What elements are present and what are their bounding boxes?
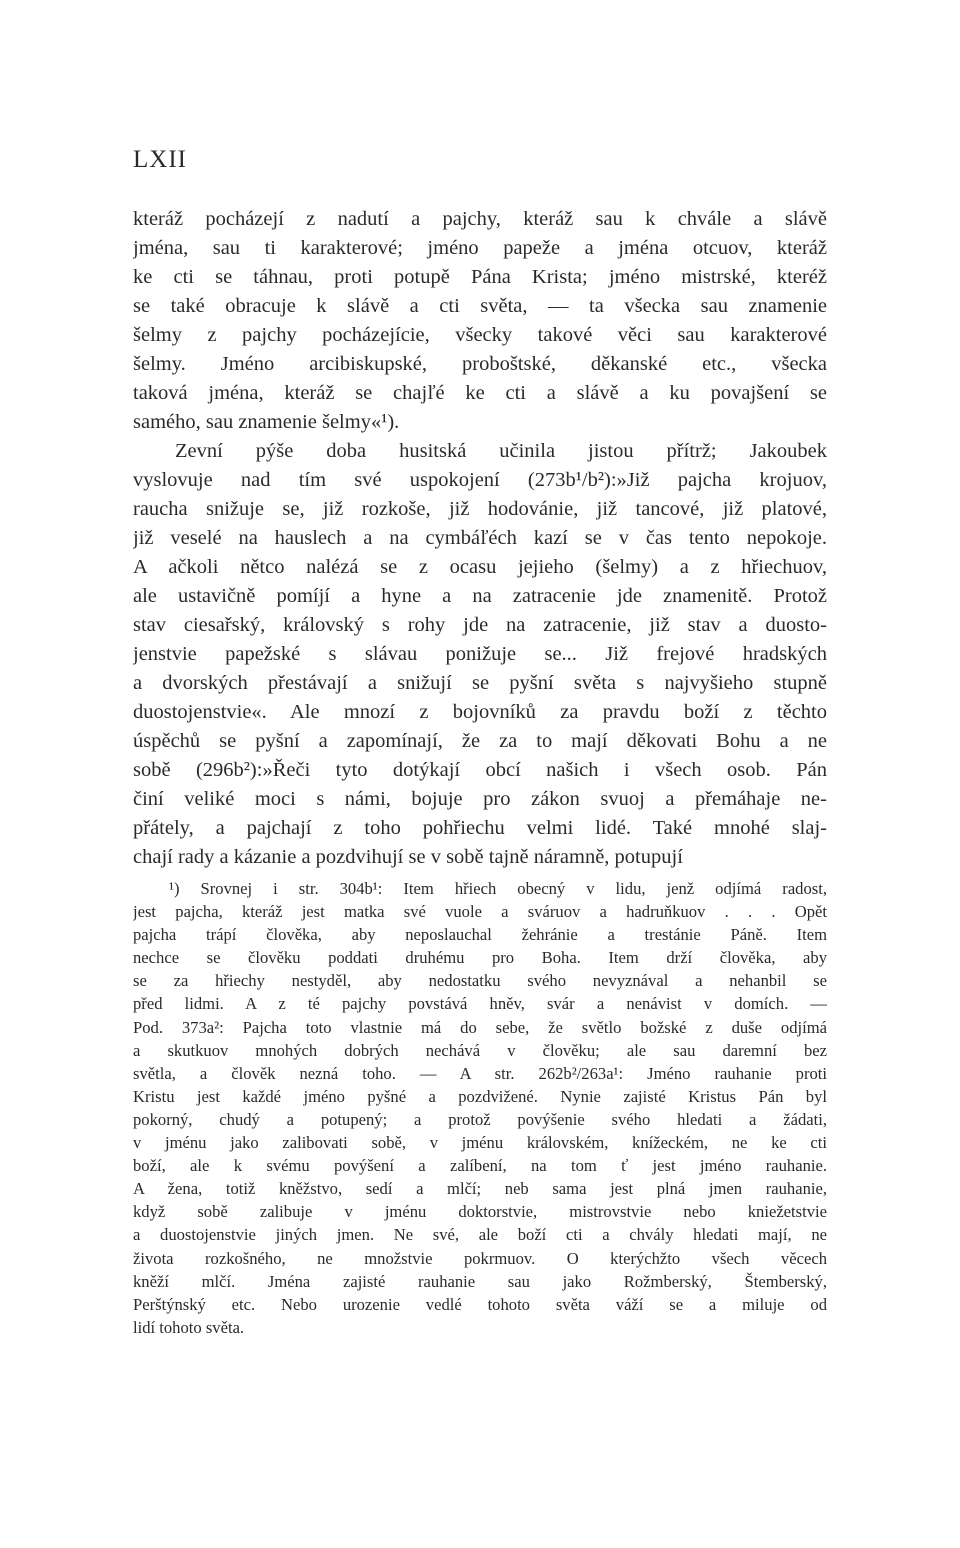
main-text-line: duostojenstvie«. Ale mnozí z bojovníků za pravdu boží z těchto: [133, 701, 827, 723]
main-text-line: chají rady a kázanie a pozdvihují se v sobě tajně náramně, potupují: [133, 846, 683, 868]
main-text-line: činí veliké moci s námi, bojuje pro zákon svuoj a přemáhaje ne-: [133, 788, 827, 810]
footnote-line: a skutkuov mnohých dobrých nechává v člověku; ale sau daremní bez: [133, 1040, 827, 1060]
footnote-line: Kristu jest každé jméno pyšné a pozdvižené. Nynie zajisté Kristus Pán byl: [133, 1086, 827, 1106]
main-text-line: kteráž pocházejí z nadutí a pajchy, kteráž sau k chvále a slávě: [133, 208, 827, 230]
main-text-line: ale ustavičně pomíjí a hyne a na zatracenie jde znamenitě. Protož: [133, 585, 827, 607]
footnote-line: pajcha trápí člověka, aby neposlauchal žehránie a trestánie Páně. Item: [133, 925, 827, 945]
footnote-line: A žena, totiž kněžstvo, sedí a mlčí; neb sama jest plná jmen rauhanie,: [133, 1179, 827, 1199]
main-text-line: sobě (296b²):»Řeči tyto dotýkají obcí našich i všech osob. Pán: [133, 759, 827, 781]
main-text-line: vyslovuje nad tím své uspokojení (273b¹/b²):»Již pajcha krojuov,: [133, 469, 827, 491]
footnote-line: jest pajcha, kteráž jest matka své vuole a sváruov a hadruňkuov . . . Opět: [133, 902, 827, 922]
footnote-line: Pod. 373a²: Pajcha toto vlastnie má do sebe, že světlo božské z duše odjímá: [133, 1017, 827, 1037]
main-text-line: se také obracuje k slávě a cti světa, — ta všecka sau znamenie: [133, 295, 827, 317]
main-text-line: a dvorských přestávají a snižují se pyšní světa s najvyšieho stupně: [133, 672, 827, 694]
footnote-line: Perštýnský etc. Nebo urozenie vedlé tohoto světa váží se a miluje od: [133, 1294, 827, 1314]
footnote-line: lidí tohoto světa.: [133, 1317, 245, 1337]
main-text-line: Zevní pýše doba husitská učinila jistou přítrž; Jakoubek: [175, 440, 827, 462]
footnote-line: života rozkošného, ne množstvie pokrmuov. O kterýchžto všech věcech: [133, 1248, 827, 1268]
main-text-line: A ačkoli nětco nalézá se z ocasu jejieho (šelmy) a z hřiechuov,: [133, 556, 827, 578]
main-text-line: úspěchů se pyšní a zapomínají, že za to mají děkovati Bohu a ne: [133, 730, 827, 752]
main-text-line: šelmy. Jméno arcibiskupské, proboštské, děkanské etc., všecka: [133, 353, 827, 375]
main-text-line: jména, sau ti karakterové; jméno papeže a jména otcuov, kteráž: [133, 237, 827, 259]
footnotes: [133, 877, 827, 1339]
main-text-line: stav ciesařský, královský s rohy jde na zatracenie, již stav a duosto-: [133, 614, 827, 636]
footnote-line: ¹) Srovnej i str. 304b¹: Item hřiech obecný v lidu, jenž odjímá radost,: [169, 879, 827, 898]
main-text-line: raucha snižuje se, již rozkoše, již hodovánie, již tancové, již platové,: [133, 498, 827, 520]
footnote-line: boží, ale k svému povýšení a zalíbení, na tom ť jest jméno rauhanie.: [133, 1156, 827, 1176]
main-text-line: ke cti se táhnau, proti potupě Pána Krista; jméno mistrské, kteréž: [133, 266, 827, 288]
footnote-line: nechce se člověku poddati druhému pro Boha. Item drží člověka, aby: [133, 948, 827, 968]
footnote-line: pokorný, chudý a potupený; a protož povýšenie svého hledati a žádati,: [133, 1109, 827, 1129]
footnote-line: světla, a člověk nezná toho. — A str. 262b²/263a¹: Jméno rauhanie proti: [133, 1063, 827, 1083]
footnote-line: před lidmi. A z té pajchy povstává hněv, svár a nenávist v domích. —: [133, 994, 827, 1014]
main-text-line: samého, sau znamenie šelmy«¹).: [133, 411, 400, 433]
page-number: LXII: [133, 146, 187, 173]
footnote-line: kněží mlčí. Jména zajisté rauhanie sau jako Rožmberský, Štemberský,: [133, 1271, 827, 1291]
main-text: [133, 205, 827, 872]
main-text-line: přátely, a pajchají z toho pohřiechu velmi lidé. Také mnohé slaj-: [133, 817, 827, 839]
main-text-line: taková jména, kteráž se chajľé ke cti a slávě a ku povajšení se: [133, 382, 827, 404]
main-text-line: jenstvie papežské s slávau ponižuje se... Již frejové hradských: [133, 643, 827, 665]
footnote-line: v jménu jako zalibovati sobě, v jménu královském, knížeckém, ne ke cti: [133, 1133, 827, 1153]
footnote-line: se za hřiechy nestyděl, aby nedostatku svého nevyznával a nehanbil se: [133, 971, 827, 991]
main-text-line: šelmy z pajchy pocházejície, všecky takové věci sau karakterové: [133, 324, 827, 346]
main-text-line: již veselé na hauslech a na cymbáľéch kazí se v čas tento nepokoje.: [133, 527, 827, 549]
footnote-line: když sobě zalibuje v jménu doktorstvie, mistrovstvie nebo kniežetstvie: [133, 1202, 827, 1222]
footnote-line: a duostojenstvie jiných jmen. Ne své, ale boží cti a chvály hledati mají, ne: [133, 1225, 827, 1245]
